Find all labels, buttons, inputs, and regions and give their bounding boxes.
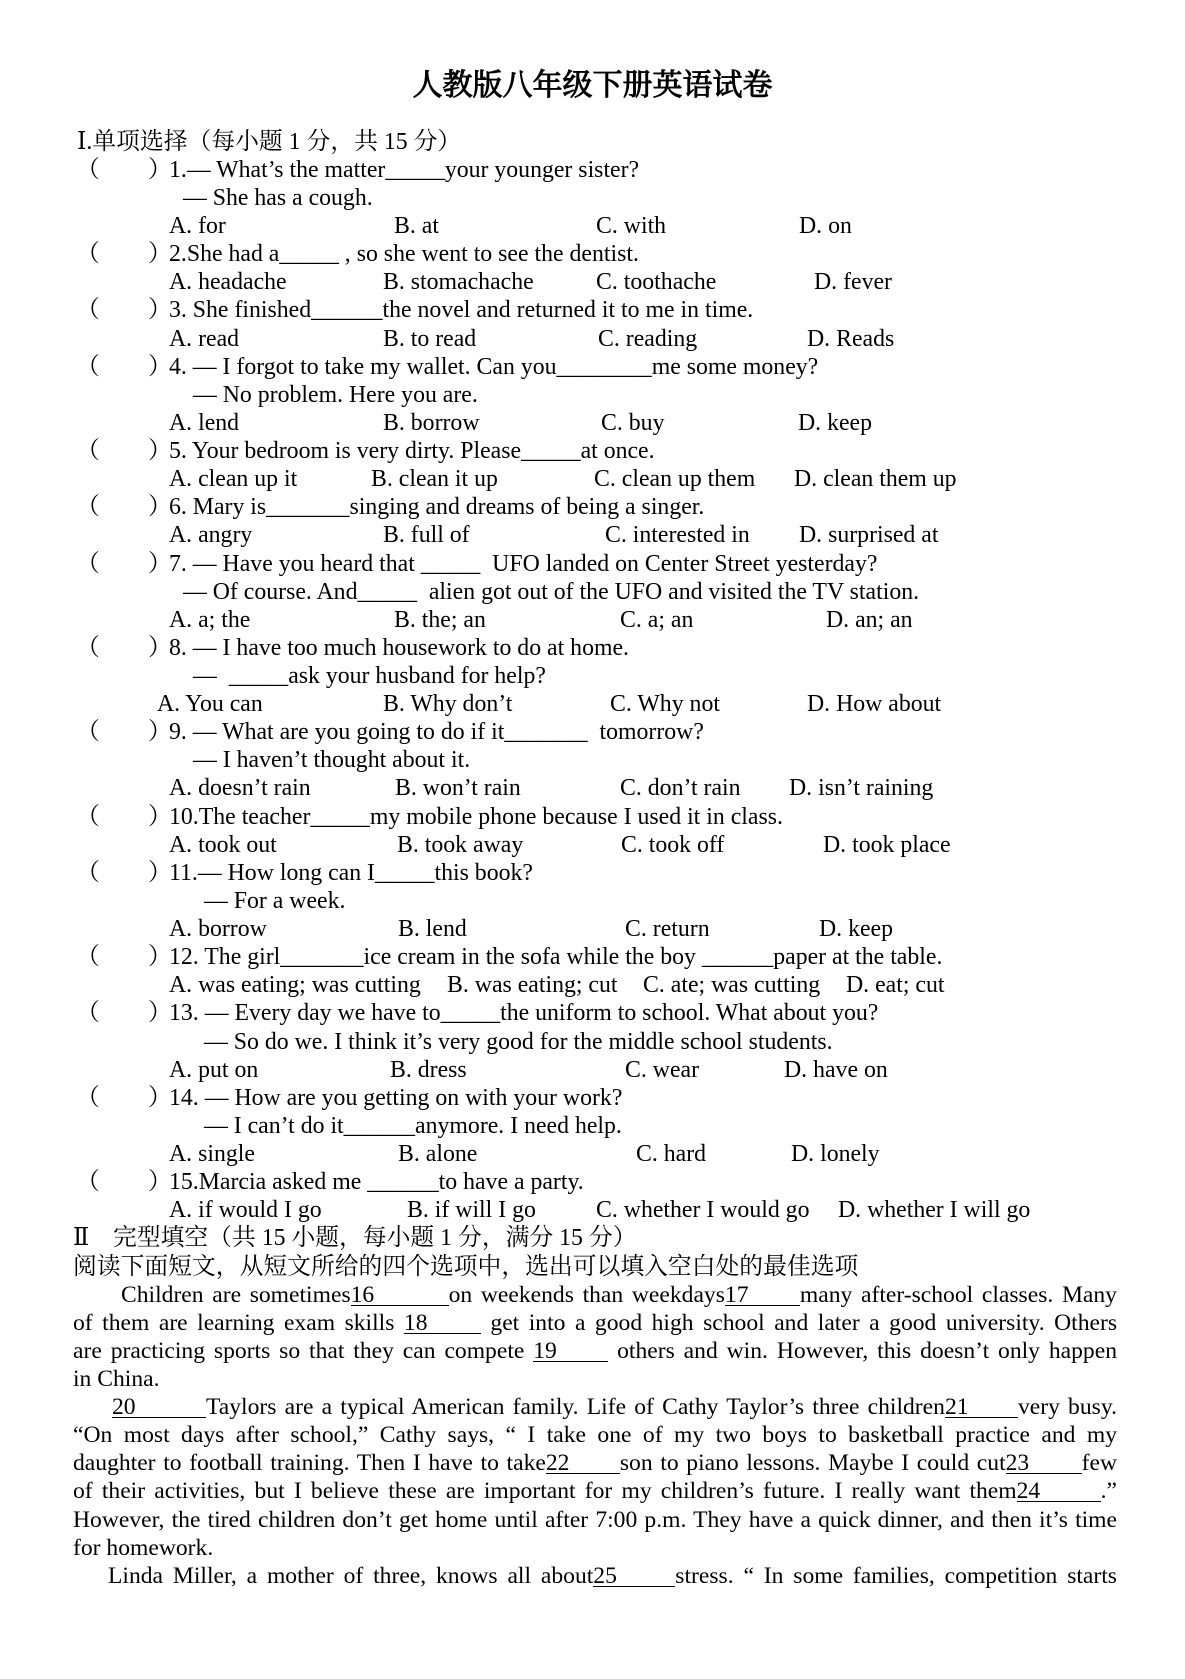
passage-line: [108, 1562, 1117, 1590]
question-14-reply: [0, 1112, 1185, 1140]
question-7-options: [0, 606, 1185, 634]
option-a: A. if would I go: [169, 1197, 322, 1224]
option-c: C. wear: [625, 1056, 700, 1083]
answer-paren-close: ）: [148, 1169, 172, 1196]
question-stem: 15.Marcia asked me ______to have a party.: [169, 1169, 584, 1196]
passage-text: in China.: [73, 1365, 160, 1392]
question-stem: 9. — What are you going to do if it_______ tomorrow?: [169, 719, 704, 746]
question-4-reply: [0, 381, 1185, 409]
passage-line: [112, 1393, 1117, 1421]
question-5-options: [0, 465, 1185, 493]
passage-text: for homework.: [73, 1534, 214, 1561]
option-b: B. alone: [398, 1141, 478, 1168]
question-stem: 10.The teacher_____my mobile phone because I used it in class.: [169, 803, 783, 830]
question-stem: 1.— What’s the matter_____your younger sister?: [169, 156, 640, 183]
question-stem: 12. The girl_______ice cream in the sofa while the boy ______paper at the table.: [169, 944, 943, 971]
question-7-reply: [0, 578, 1185, 606]
passage-line: [73, 1477, 1117, 1505]
passage-text: few: [1081, 1450, 1117, 1477]
passage-line: [73, 1534, 1117, 1562]
option-a: A. a; the: [169, 606, 251, 633]
option-d: D. clean them up: [794, 466, 957, 493]
cloze-blank-21: 21: [945, 1397, 1018, 1418]
option-d: D. an; an: [826, 606, 913, 633]
question-1-reply: [0, 184, 1185, 212]
passage-text: Taylors are a typical American family. Life of Cathy Taylor’s three children: [206, 1394, 945, 1421]
option-a: A. headache: [169, 269, 287, 296]
question-2-options: [0, 268, 1185, 296]
option-d: D. keep: [798, 409, 873, 436]
answer-paren-close: ）: [148, 1084, 172, 1111]
section-2-heading-row: [0, 1224, 1185, 1252]
question-11: [0, 859, 1185, 887]
passage-text: However, the tired children don’t get home until after 7:00 p.m. They have a quick dinner, and then it’s time: [73, 1506, 1117, 1533]
question-reply: — Of course. And_____ alien got out of the UFO and visited the TV station.: [183, 578, 920, 605]
answer-paren-open: （: [76, 1169, 100, 1196]
question-11-options: [0, 915, 1185, 943]
option-a: A. single: [169, 1141, 255, 1168]
option-c: C. return: [625, 916, 710, 943]
passage-line: [73, 1506, 1117, 1534]
question-reply: — I haven’t thought about it.: [193, 747, 471, 774]
answer-paren-open: （: [76, 1000, 100, 1027]
question-7: [0, 550, 1185, 578]
passage-text: get into a good high school and later a good university. Others: [480, 1309, 1117, 1336]
answer-paren-close: ）: [148, 438, 172, 465]
question-stem: 4. — I forgot to take my wallet. Can you________me some money?: [169, 353, 819, 380]
option-c: C. buy: [601, 409, 665, 436]
answer-paren-open: （: [76, 719, 100, 746]
option-c: C. ate; was cutting: [643, 972, 821, 999]
passage-text: .”: [1100, 1478, 1117, 1505]
option-b: B. at: [394, 213, 439, 240]
option-a: A. doesn’t rain: [169, 775, 311, 802]
passage-text: very busy.: [1017, 1394, 1117, 1421]
option-c: C. don’t rain: [620, 775, 741, 802]
question-8-reply: [0, 662, 1185, 690]
answer-paren-open: （: [76, 859, 100, 886]
option-a: A. was eating; was cutting: [169, 972, 421, 999]
passage-text: many after-school classes. Many: [799, 1281, 1117, 1308]
option-a: A. took out: [169, 831, 277, 858]
question-6: [0, 493, 1185, 521]
question-9-reply: [0, 746, 1185, 774]
cloze-blank-22: 22: [546, 1453, 620, 1474]
option-a: A. for: [169, 213, 226, 240]
option-b: B. was eating; cut: [447, 972, 618, 999]
answer-paren-open: （: [76, 803, 100, 830]
question-3-options: [0, 325, 1185, 353]
answer-paren-close: ）: [148, 1000, 172, 1027]
section-2-heading: Ⅱ 完型填空（共 15 小题，每小题 1 分，满分 15 分）: [73, 1225, 637, 1252]
option-d: D. have on: [784, 1056, 888, 1083]
option-b: B. lend: [398, 916, 467, 943]
option-a: A. angry: [169, 522, 253, 549]
option-d: D. surprised at: [799, 522, 939, 549]
page-title: 人教版八年级下册英语试卷: [412, 69, 773, 102]
passage-line: [73, 1365, 1117, 1393]
option-d: D. isn’t raining: [789, 775, 934, 802]
passage-text: son to piano lessons. Maybe I could cut: [619, 1450, 1006, 1477]
answer-paren-open: （: [76, 634, 100, 661]
answer-paren-close: ）: [148, 353, 172, 380]
passage-line: [73, 1309, 1117, 1337]
option-b: B. took away: [397, 831, 524, 858]
question-5: [0, 437, 1185, 465]
question-reply: — She has a cough.: [183, 184, 373, 211]
answer-paren-close: ）: [148, 719, 172, 746]
question-14-options: [0, 1140, 1185, 1168]
option-c: C. with: [596, 213, 667, 240]
answer-paren-close: ）: [148, 297, 172, 324]
passage-text: “On most days after school,” Cathy says, “ I take one of my two boys to basketball practice and my: [73, 1422, 1117, 1449]
question-stem: 11.— How long can I_____this book?: [169, 859, 533, 886]
option-b: B. Why don’t: [383, 691, 513, 718]
cloze-blank-23: 23: [1006, 1453, 1082, 1474]
answer-paren-close: ）: [148, 944, 172, 971]
question-reply: — _____ask your husband for help?: [193, 662, 546, 689]
option-d: D. took place: [823, 831, 951, 858]
question-13-options: [0, 1056, 1185, 1084]
question-reply: — I can’t do it______anymore. I need help.: [204, 1112, 622, 1139]
answer-paren-open: （: [76, 241, 100, 268]
option-a: A. lend: [169, 409, 240, 436]
question-stem: 13. — Every day we have to_____the uniform to school. What about you?: [169, 1000, 879, 1027]
section-1-heading: Ⅰ.单项选择（每小题 1 分，共 15 分）: [77, 128, 462, 155]
option-b: B. borrow: [383, 409, 480, 436]
answer-paren-close: ）: [148, 241, 172, 268]
question-9-options: [0, 774, 1185, 802]
question-reply: — For a week.: [204, 887, 346, 914]
question-10-options: [0, 831, 1185, 859]
question-14: [0, 1084, 1185, 1112]
passage-text: Linda Miller, a mother of three, knows all about: [108, 1562, 594, 1589]
question-stem: 3. She finished______the novel and returned it to me in time.: [169, 297, 754, 324]
cloze-blank-17: 17: [725, 1285, 800, 1306]
question-9: [0, 718, 1185, 746]
passage-text: Children are sometimes: [121, 1281, 351, 1308]
question-15-options: [0, 1196, 1185, 1224]
option-b: B. dress: [390, 1056, 467, 1083]
question-stem: 2.She had a_____ , so she went to see the dentist.: [169, 241, 639, 268]
answer-paren-open: （: [76, 550, 100, 577]
passage-line: [73, 1337, 1117, 1365]
question-12: [0, 943, 1185, 971]
question-10: [0, 803, 1185, 831]
passage-text: of them are learning exam skills: [73, 1309, 404, 1336]
question-6-options: [0, 521, 1185, 549]
cloze-blank-20: 20: [112, 1397, 206, 1418]
passage-text: of their activities, but I believe these are important for my children’s future. I really want them: [73, 1478, 1017, 1505]
answer-paren-close: ）: [148, 550, 172, 577]
option-b: B. the; an: [394, 606, 486, 633]
option-d: D. fever: [814, 269, 892, 296]
question-reply: — No problem. Here you are.: [193, 381, 478, 408]
option-d: D. whether I will go: [838, 1197, 1031, 1224]
section-1-heading-row: [0, 128, 1185, 156]
question-11-reply: [0, 887, 1185, 915]
option-d: D. lonely: [791, 1141, 880, 1168]
question-4-options: [0, 409, 1185, 437]
option-b: B. stomachache: [383, 269, 534, 296]
passage-text: on weekends than weekdays: [448, 1281, 725, 1308]
cloze-blank-16: 16: [351, 1285, 449, 1306]
option-c: C. reading: [598, 325, 698, 352]
instructions: 阅读下面短文，从短文所给的四个选项中，选出可以填入空白处的最佳选项: [73, 1253, 859, 1280]
answer-paren-close: ）: [148, 494, 172, 521]
option-c: C. toothache: [596, 269, 717, 296]
question-13: [0, 999, 1185, 1027]
cloze-blank-18: 18: [404, 1313, 481, 1334]
question-15: [0, 1168, 1185, 1196]
option-c: C. took off: [621, 831, 725, 858]
answer-paren-open: （: [76, 1084, 100, 1111]
option-d: D. keep: [819, 916, 894, 943]
option-a: A. clean up it: [169, 466, 298, 493]
answer-paren-open: （: [76, 156, 100, 183]
question-stem: 6. Mary is_______singing and dreams of being a singer.: [169, 494, 705, 521]
option-d: D. on: [799, 213, 852, 240]
question-1-options: [0, 212, 1185, 240]
question-1: [0, 156, 1185, 184]
answer-paren-open: （: [76, 353, 100, 380]
question-stem: 14. — How are you getting on with your work?: [169, 1084, 623, 1111]
answer-paren-close: ）: [148, 156, 172, 183]
cloze-blank-19: 19: [533, 1341, 608, 1362]
option-c: C. whether I would go: [596, 1197, 810, 1224]
option-c: C. hard: [636, 1141, 707, 1168]
option-b: B. clean it up: [371, 466, 498, 493]
option-b: B. if will I go: [407, 1197, 536, 1224]
cloze-blank-24: 24: [1017, 1481, 1101, 1502]
passage-line: [73, 1421, 1117, 1449]
passage-text: others and win. However, this doesn’t only happen: [608, 1337, 1117, 1364]
passage-text: daughter to football training. Then I have to take: [73, 1450, 546, 1477]
answer-paren-open: （: [76, 297, 100, 324]
answer-paren-open: （: [76, 438, 100, 465]
option-a: A. read: [169, 325, 240, 352]
question-13-reply: [0, 1028, 1185, 1056]
answer-paren-close: ）: [148, 803, 172, 830]
question-reply: — So do we. I think it’s very good for the middle school students.: [204, 1028, 833, 1055]
answer-paren-open: （: [76, 944, 100, 971]
passage-line: [121, 1281, 1117, 1309]
question-8: [0, 634, 1185, 662]
option-a: A. You can: [157, 691, 263, 718]
option-b: B. to read: [383, 325, 477, 352]
passage-line: [73, 1449, 1117, 1477]
option-a: A. borrow: [169, 916, 267, 943]
answer-paren-close: ）: [148, 634, 172, 661]
cloze-blank-25: 25: [593, 1566, 675, 1587]
question-3: [0, 296, 1185, 324]
question-stem: 8. — I have too much housework to do at home.: [169, 634, 629, 661]
option-d: D. eat; cut: [846, 972, 945, 999]
option-c: C. interested in: [605, 522, 750, 549]
instructions-row: [0, 1253, 1185, 1281]
passage-text: are practicing sports so that they can compete: [73, 1337, 534, 1364]
passage-text: stress. “ In some families, competition starts: [675, 1562, 1117, 1589]
option-c: C. a; an: [620, 606, 694, 633]
question-2: [0, 240, 1185, 268]
option-b: B. won’t rain: [395, 775, 521, 802]
option-b: B. full of: [383, 522, 470, 549]
question-stem: 7. — Have you heard that _____ UFO landed on Center Street yesterday?: [169, 550, 878, 577]
option-d: D. How about: [807, 691, 942, 718]
question-8-options: [0, 690, 1185, 718]
answer-paren-open: （: [76, 494, 100, 521]
option-a: A. put on: [169, 1056, 259, 1083]
question-12-options: [0, 971, 1185, 999]
question-stem: 5. Your bedroom is very dirty. Please_____at once.: [169, 438, 655, 465]
option-c: C. clean up them: [594, 466, 756, 493]
option-d: D. Reads: [807, 325, 895, 352]
option-c: C. Why not: [610, 691, 720, 718]
question-4: [0, 353, 1185, 381]
answer-paren-close: ）: [148, 859, 172, 886]
